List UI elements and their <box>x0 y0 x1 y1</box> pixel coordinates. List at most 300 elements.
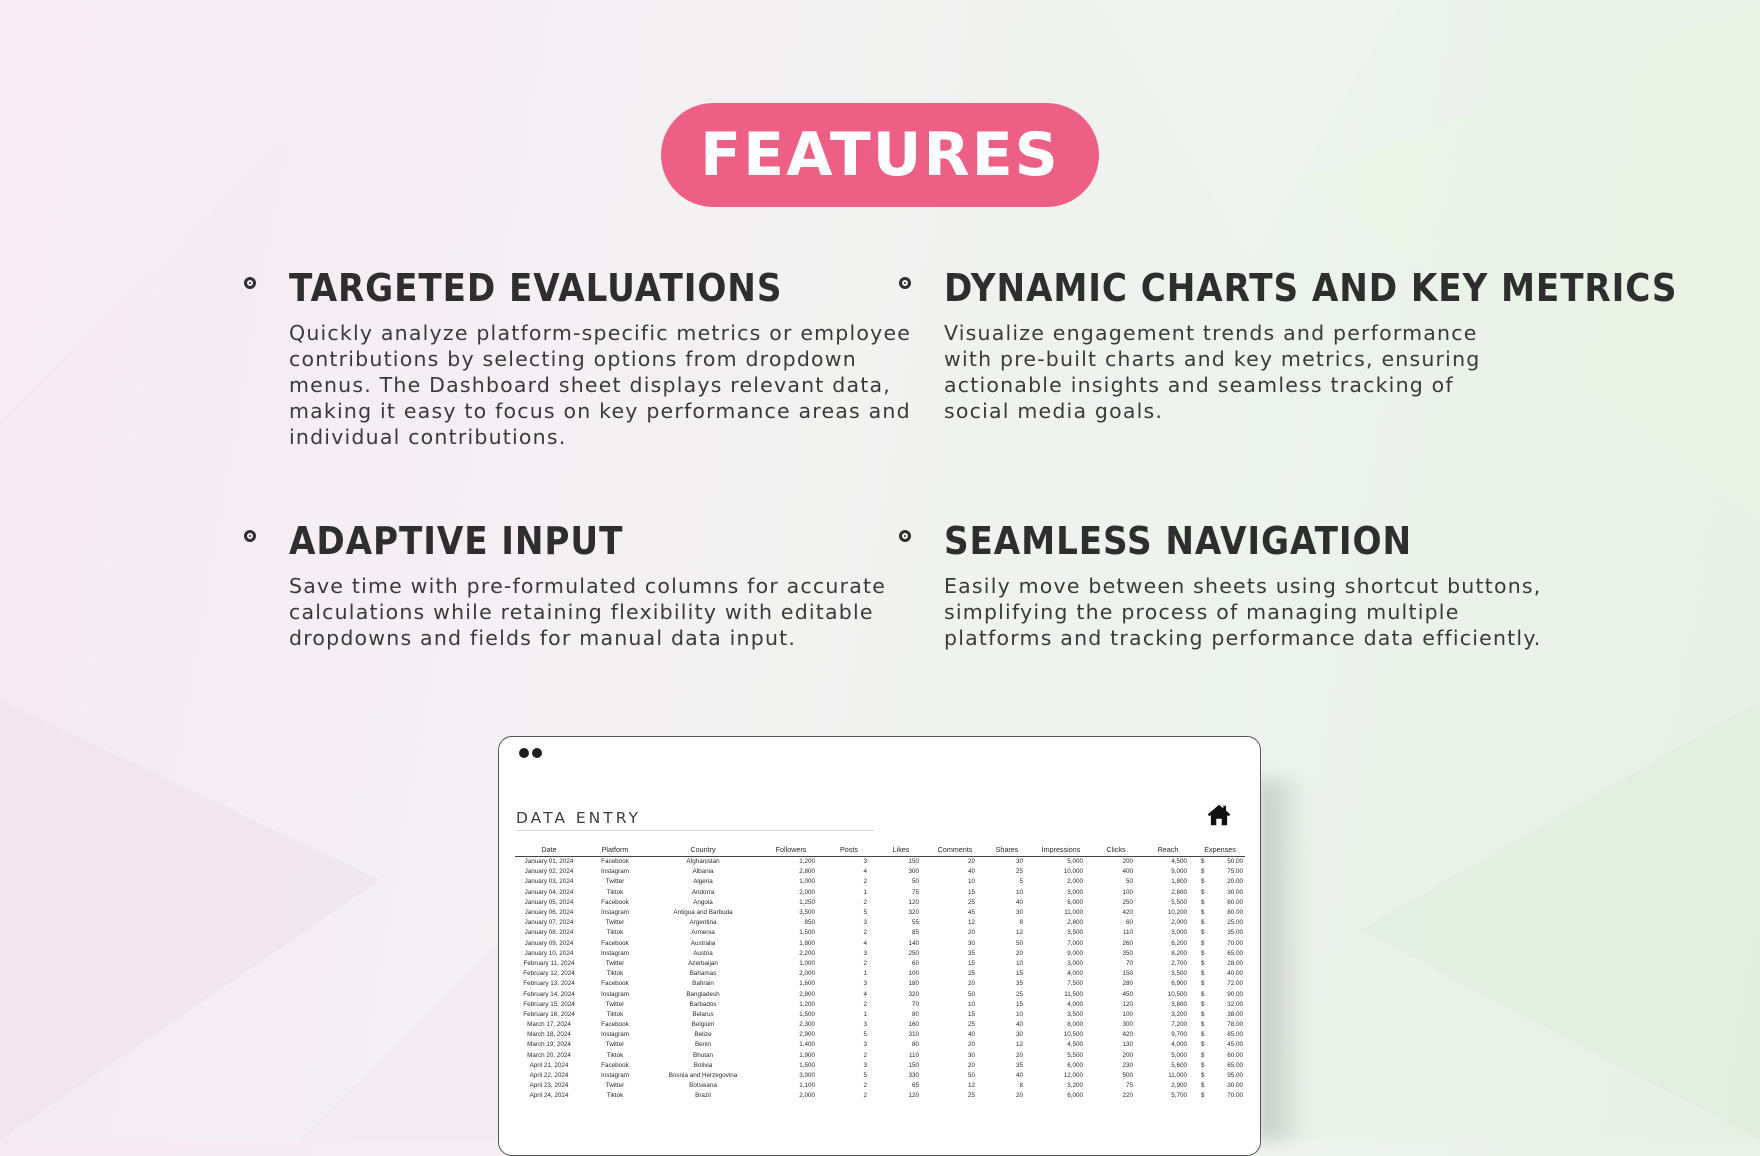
table-cell[interactable]: 2 <box>863 1082 867 1090</box>
table-cell[interactable]: 65.00 <box>1227 1061 1244 1069</box>
table-cell[interactable]: 3 <box>863 919 867 927</box>
column-header[interactable]: Impressions <box>1031 842 1091 857</box>
table-cell[interactable]: 3 <box>863 1021 867 1029</box>
table-cell[interactable]: 4,000 <box>1171 1041 1187 1049</box>
table-cell[interactable]: 150 <box>1122 970 1133 978</box>
table-cell[interactable]: 50.00 <box>1227 858 1244 866</box>
table-cell[interactable]: Facebook <box>601 939 629 947</box>
table-cell[interactable]: 1,500 <box>799 1061 815 1069</box>
table-cell[interactable]: 25 <box>967 1092 975 1100</box>
table-cell[interactable]: 280 <box>1122 980 1133 988</box>
table-cell[interactable]: 10,200 <box>1167 909 1187 917</box>
table-cell[interactable]: 30 <box>1015 1031 1023 1039</box>
column-header[interactable]: Date <box>515 842 583 857</box>
table-cell[interactable]: 2,000 <box>1067 878 1083 886</box>
table-cell[interactable]: 3,000 <box>1067 888 1083 896</box>
table-cell[interactable]: 4,500 <box>1067 1041 1083 1049</box>
table-cell[interactable]: Azerbaijan <box>688 959 718 967</box>
table-cell[interactable]: Instagram <box>601 868 629 876</box>
table-cell[interactable]: February 12, 2024 <box>523 970 575 978</box>
table-cell[interactable]: 85 <box>911 929 919 937</box>
table-cell[interactable]: 2 <box>863 959 867 967</box>
table-cell[interactable]: 30 <box>1015 858 1023 866</box>
table-cell[interactable]: 3,500 <box>1067 1010 1083 1018</box>
table-cell[interactable]: February 16, 2024 <box>523 1010 575 1018</box>
table-cell[interactable]: 90.00 <box>1227 990 1244 998</box>
table-cell[interactable]: 4,000 <box>1067 1000 1083 1008</box>
table-cell[interactable]: 1,000 <box>799 878 815 886</box>
table-cell[interactable]: 20 <box>967 858 975 866</box>
table-cell[interactable]: 12 <box>967 1082 975 1090</box>
table-cell[interactable]: 20 <box>967 1041 975 1049</box>
table-cell[interactable]: 5 <box>1019 878 1023 886</box>
table-cell[interactable]: 4 <box>863 868 867 876</box>
table-cell[interactable]: 15 <box>967 959 975 967</box>
table-cell[interactable]: January 03, 2024 <box>524 878 574 886</box>
window-dot-minimize[interactable] <box>532 748 542 758</box>
table-cell[interactable]: 2,700 <box>1171 959 1187 967</box>
home-icon[interactable] <box>1206 802 1232 828</box>
table-cell[interactable]: 5,600 <box>1171 1061 1187 1069</box>
table-cell[interactable]: 10 <box>1015 888 1023 896</box>
table-cell[interactable]: January 05, 2024 <box>524 898 574 906</box>
table-cell[interactable]: January 07, 2024 <box>524 919 574 927</box>
table-cell[interactable]: 2,000 <box>1171 919 1187 927</box>
table-cell[interactable]: Bhutan <box>693 1051 713 1059</box>
table-cell[interactable]: 60.00 <box>1227 898 1244 906</box>
table-cell[interactable]: 32.00 <box>1227 1000 1244 1008</box>
table-cell[interactable]: January 04, 2024 <box>524 888 574 896</box>
table-cell[interactable]: 4 <box>863 990 867 998</box>
table-cell[interactable]: 65 <box>911 1082 919 1090</box>
column-header[interactable]: Likes <box>875 842 927 857</box>
table-cell[interactable]: 300 <box>908 868 919 876</box>
table-cell[interactable]: 3,500 <box>1067 929 1083 937</box>
table-cell[interactable]: 1,800 <box>799 939 815 947</box>
table-cell[interactable]: 5,500 <box>1067 1051 1083 1059</box>
table-cell[interactable]: 9,000 <box>1171 868 1187 876</box>
table-cell[interactable]: 20 <box>967 929 975 937</box>
table-cell[interactable]: 80 <box>911 1041 919 1049</box>
table-cell[interactable]: March 19, 2024 <box>527 1041 571 1049</box>
table-cell[interactable]: Angola <box>693 898 713 906</box>
table-cell[interactable]: 2 <box>863 878 867 886</box>
column-header[interactable]: Country <box>647 842 759 857</box>
table-cell[interactable]: 30 <box>1015 909 1023 917</box>
table-cell[interactable]: 200 <box>1122 1051 1133 1059</box>
table-cell[interactable]: 4,000 <box>1067 970 1083 978</box>
column-header[interactable]: Followers <box>759 842 823 857</box>
table-cell[interactable]: 35 <box>1015 980 1023 988</box>
table-cell[interactable]: 11,000 <box>1168 1072 1187 1080</box>
table-cell[interactable]: 6,900 <box>1171 980 1187 988</box>
table-cell[interactable]: 5,000 <box>1067 858 1083 866</box>
table-cell[interactable]: 5,500 <box>1171 898 1187 906</box>
table-cell[interactable]: 12,000 <box>1063 1072 1083 1080</box>
table-cell[interactable]: 60.00 <box>1227 1051 1244 1059</box>
table-cell[interactable]: 78.00 <box>1227 1021 1244 1029</box>
table-cell[interactable]: 45 <box>967 909 975 917</box>
table-cell[interactable]: 38.00 <box>1227 1010 1244 1018</box>
table-cell[interactable]: 40 <box>1015 1021 1023 1029</box>
table-cell[interactable]: 5,000 <box>1171 1051 1187 1059</box>
table-cell[interactable]: 1,200 <box>799 858 815 866</box>
column-header[interactable]: Expenses <box>1195 842 1245 857</box>
table-cell[interactable]: Austria <box>693 949 713 957</box>
table-cell[interactable]: Brazil <box>695 1092 711 1100</box>
table-cell[interactable]: 10 <box>1015 959 1023 967</box>
table-cell[interactable]: 10,500 <box>1063 1031 1083 1039</box>
table-cell[interactable]: 25 <box>967 970 975 978</box>
table-cell[interactable]: 9,000 <box>1067 949 1083 957</box>
table-cell[interactable]: 10 <box>1015 1010 1023 1018</box>
table-cell[interactable]: Argentina <box>689 919 717 927</box>
table-cell[interactable]: 45.00 <box>1227 1041 1244 1049</box>
table-cell[interactable]: Algeria <box>693 878 713 886</box>
table-cell[interactable]: 3,500 <box>799 909 815 917</box>
table-cell[interactable]: 1 <box>863 1010 867 1018</box>
table-cell[interactable]: 310 <box>908 1031 919 1039</box>
table-cell[interactable]: 1,600 <box>799 980 815 988</box>
table-cell[interactable]: 230 <box>1122 1061 1133 1069</box>
table-cell[interactable]: 180 <box>908 980 919 988</box>
table-cell[interactable]: Instagram <box>601 1031 629 1039</box>
table-cell[interactable]: 20 <box>1015 1092 1023 1100</box>
table-cell[interactable]: 3,200 <box>1067 1082 1083 1090</box>
table-cell[interactable]: 11,500 <box>1064 990 1083 998</box>
table-cell[interactable]: 30 <box>967 939 975 947</box>
table-cell[interactable]: 40 <box>1015 898 1023 906</box>
table-cell[interactable]: 85.00 <box>1227 1031 1244 1039</box>
table-cell[interactable]: 320 <box>908 909 919 917</box>
table-cell[interactable]: 3 <box>863 858 867 866</box>
table-cell[interactable]: 1 <box>863 970 867 978</box>
table-cell[interactable]: 2,000 <box>799 888 815 896</box>
table-cell[interactable]: Botswana <box>689 1082 717 1090</box>
table-cell[interactable]: 2,800 <box>799 868 815 876</box>
table-cell[interactable]: 330 <box>908 1072 919 1080</box>
table-cell[interactable]: 8,200 <box>1171 949 1187 957</box>
table-cell[interactable]: 110 <box>1122 929 1133 937</box>
table-cell[interactable]: 75 <box>1125 1082 1133 1090</box>
table-cell[interactable]: April 21, 2024 <box>529 1061 569 1069</box>
table-cell[interactable]: Facebook <box>601 1061 629 1069</box>
table-cell[interactable]: 140 <box>908 939 919 947</box>
table-cell[interactable]: Armenia <box>691 929 715 937</box>
column-header[interactable]: Clicks <box>1091 842 1141 857</box>
table-cell[interactable]: Tiktok <box>606 888 624 896</box>
table-cell[interactable]: 120 <box>908 898 919 906</box>
table-cell[interactable]: Afghanistan <box>686 858 720 866</box>
table-cell[interactable]: Barbados <box>689 1000 717 1008</box>
table-cell[interactable]: 150 <box>908 858 919 866</box>
table-cell[interactable]: 130 <box>1122 1041 1133 1049</box>
table-cell[interactable]: Antigua and Barbuda <box>673 909 733 917</box>
table-cell[interactable]: 150 <box>908 1061 919 1069</box>
table-cell[interactable]: 220 <box>1122 1092 1133 1100</box>
table-cell[interactable]: 40 <box>967 1031 975 1039</box>
table-cell[interactable]: 6,000 <box>1067 1092 1083 1100</box>
table-cell[interactable]: Instagram <box>601 949 629 957</box>
table-cell[interactable]: 70 <box>911 1000 919 1008</box>
table-cell[interactable]: 40.00 <box>1227 970 1244 978</box>
table-cell[interactable]: 20 <box>1015 949 1023 957</box>
table-cell[interactable]: January 01, 2024 <box>524 858 574 866</box>
table-cell[interactable]: February 13, 2024 <box>523 980 575 988</box>
table-cell[interactable]: February 15, 2024 <box>523 1000 575 1008</box>
table-cell[interactable]: 2,900 <box>1171 1082 1187 1090</box>
table-cell[interactable]: 80 <box>911 1010 919 1018</box>
table-cell[interactable]: 35.00 <box>1227 929 1244 937</box>
table-cell[interactable]: 4 <box>863 939 867 947</box>
table-cell[interactable]: 70.00 <box>1227 939 1244 947</box>
table-cell[interactable]: 9,700 <box>1171 1031 1187 1039</box>
table-cell[interactable]: 3,000 <box>799 1072 815 1080</box>
table-cell[interactable]: 1,800 <box>1171 878 1187 886</box>
table-cell[interactable]: 320 <box>908 990 919 998</box>
table-cell[interactable]: 5 <box>863 909 867 917</box>
table-cell[interactable]: 10 <box>967 1000 975 1008</box>
table-cell[interactable]: 15 <box>1015 970 1023 978</box>
table-cell[interactable]: 72.00 <box>1227 980 1244 988</box>
table-cell[interactable]: 7,200 <box>1171 1021 1187 1029</box>
table-cell[interactable]: Facebook <box>601 858 629 866</box>
table-cell[interactable]: 250 <box>1122 898 1133 906</box>
table-cell[interactable]: January 02, 2024 <box>524 868 574 876</box>
table-cell[interactable]: 260 <box>1122 939 1133 947</box>
table-cell[interactable]: 8 <box>1019 1082 1023 1090</box>
table-cell[interactable]: Instagram <box>601 909 629 917</box>
table-cell[interactable]: 2,300 <box>799 1021 815 1029</box>
table-cell[interactable]: Twitter <box>605 878 625 886</box>
table-cell[interactable]: 100 <box>1122 1010 1133 1018</box>
table-cell[interactable]: 1,500 <box>799 1010 815 1018</box>
table-cell[interactable]: 500 <box>1122 1072 1133 1080</box>
table-cell[interactable]: 5 <box>863 1031 867 1039</box>
table-cell[interactable]: 2 <box>863 929 867 937</box>
table-cell[interactable]: 120 <box>1122 1000 1133 1008</box>
table-cell[interactable]: 6,000 <box>1067 1061 1083 1069</box>
table-cell[interactable]: Belgium <box>691 1021 715 1029</box>
table-cell[interactable]: 3 <box>863 1041 867 1049</box>
table-cell[interactable]: 25.00 <box>1227 919 1244 927</box>
table-cell[interactable]: Tiktok <box>606 1092 624 1100</box>
table-cell[interactable]: Australia <box>690 939 716 947</box>
table-cell[interactable]: 40 <box>967 868 975 876</box>
table-cell[interactable]: 8,000 <box>1067 1021 1083 1029</box>
table-cell[interactable]: 15 <box>967 888 975 896</box>
table-cell[interactable]: 2,000 <box>799 1092 815 1100</box>
table-cell[interactable]: Albania <box>692 868 714 876</box>
column-header[interactable]: Platform <box>583 842 647 857</box>
table-cell[interactable]: 2 <box>863 898 867 906</box>
table-cell[interactable]: 95.00 <box>1227 1072 1244 1080</box>
table-cell[interactable]: 3,500 <box>1171 970 1187 978</box>
table-cell[interactable]: Bolivia <box>693 1061 713 1069</box>
table-cell[interactable]: Twitter <box>605 1000 625 1008</box>
column-header[interactable]: Reach <box>1141 842 1195 857</box>
table-cell[interactable]: 6,200 <box>1171 939 1187 947</box>
table-cell[interactable]: Twitter <box>605 1082 625 1090</box>
table-cell[interactable]: Tiktok <box>606 1010 624 1018</box>
table-cell[interactable]: Facebook <box>601 898 629 906</box>
table-cell[interactable]: 1,900 <box>799 1051 815 1059</box>
table-cell[interactable]: 420 <box>1122 1031 1133 1039</box>
table-cell[interactable]: 75.00 <box>1227 868 1244 876</box>
table-cell[interactable]: 2,800 <box>799 990 815 998</box>
table-cell[interactable]: 1,200 <box>799 1000 815 1008</box>
table-cell[interactable]: 3 <box>863 980 867 988</box>
table-cell[interactable]: 20 <box>1015 1051 1023 1059</box>
table-cell[interactable]: 5 <box>863 1072 867 1080</box>
table-cell[interactable]: Tiktok <box>606 929 624 937</box>
table-cell[interactable]: 10,500 <box>1167 990 1187 998</box>
table-cell[interactable]: 5,700 <box>1171 1092 1187 1100</box>
table-cell[interactable]: Belize <box>694 1031 712 1039</box>
table-cell[interactable]: 850 <box>804 919 815 927</box>
table-cell[interactable]: 15 <box>967 1010 975 1018</box>
table-cell[interactable]: 25 <box>1015 868 1023 876</box>
table-cell[interactable]: March 18, 2024 <box>527 1031 571 1039</box>
table-cell[interactable]: 2,200 <box>799 949 815 957</box>
table-cell[interactable]: 2,800 <box>1171 888 1187 896</box>
table-cell[interactable]: 120 <box>908 1092 919 1100</box>
table-cell[interactable]: 20 <box>967 1061 975 1069</box>
table-cell[interactable]: 1,000 <box>799 959 815 967</box>
table-cell[interactable]: 7,000 <box>1067 939 1083 947</box>
table-cell[interactable]: 450 <box>1122 990 1133 998</box>
table-cell[interactable]: Tiktok <box>606 1051 624 1059</box>
table-cell[interactable]: 35 <box>967 949 975 957</box>
table-cell[interactable]: February 14, 2024 <box>523 990 575 998</box>
table-cell[interactable]: 50 <box>911 878 919 886</box>
table-cell[interactable]: Benin <box>694 1041 712 1049</box>
table-cell[interactable]: Instagram <box>601 1072 629 1080</box>
table-cell[interactable]: Twitter <box>605 959 625 967</box>
table-cell[interactable]: Tiktok <box>606 970 624 978</box>
table-cell[interactable]: April 22, 2024 <box>529 1072 569 1080</box>
table-cell[interactable]: April 24, 2024 <box>529 1092 569 1100</box>
column-header[interactable]: Comments <box>927 842 983 857</box>
table-cell[interactable]: 11,000 <box>1064 909 1083 917</box>
table-cell[interactable]: 4,500 <box>1171 858 1187 866</box>
table-cell[interactable]: 70.00 <box>1227 1092 1244 1100</box>
table-cell[interactable]: 65.00 <box>1227 949 1244 957</box>
table-cell[interactable]: 60 <box>911 959 919 967</box>
table-cell[interactable]: 100 <box>1122 888 1133 896</box>
table-cell[interactable]: 2 <box>863 1000 867 1008</box>
table-cell[interactable]: 50 <box>967 990 975 998</box>
table-cell[interactable]: 1 <box>863 888 867 896</box>
table-cell[interactable]: 1,400 <box>799 1041 815 1049</box>
column-header[interactable]: Posts <box>823 842 875 857</box>
table-cell[interactable]: 80.00 <box>1227 909 1244 917</box>
table-cell[interactable]: 1,500 <box>799 929 815 937</box>
table-cell[interactable]: 40 <box>1015 1072 1023 1080</box>
table-cell[interactable]: January 06, 2024 <box>524 909 574 917</box>
table-cell[interactable]: 2,800 <box>1067 919 1083 927</box>
table-cell[interactable]: 50 <box>967 1072 975 1080</box>
table-cell[interactable]: 3,200 <box>1171 1010 1187 1018</box>
table-cell[interactable]: 20 <box>967 980 975 988</box>
table-cell[interactable]: 7,500 <box>1067 980 1083 988</box>
table-cell[interactable]: Twitter <box>605 919 625 927</box>
table-cell[interactable]: 12 <box>1015 1041 1023 1049</box>
table-cell[interactable]: 110 <box>908 1051 919 1059</box>
table-cell[interactable]: 3 <box>863 1061 867 1069</box>
table-cell[interactable]: 50 <box>1125 878 1133 886</box>
table-cell[interactable]: 55 <box>911 919 919 927</box>
table-cell[interactable]: Facebook <box>601 1021 629 1029</box>
table-cell[interactable]: 10 <box>967 878 975 886</box>
table-cell[interactable]: January 09, 2024 <box>524 939 574 947</box>
table-cell[interactable]: 3,000 <box>1171 929 1187 937</box>
table-cell[interactable]: 350 <box>1122 949 1133 957</box>
column-header[interactable]: Shares <box>983 842 1031 857</box>
table-cell[interactable]: 25 <box>967 1021 975 1029</box>
table-cell[interactable]: 400 <box>1122 868 1133 876</box>
window-dot-close[interactable] <box>519 748 529 758</box>
table-cell[interactable]: 200 <box>1122 858 1133 866</box>
table-cell[interactable]: 2,000 <box>799 970 815 978</box>
table-cell[interactable]: 30 <box>967 1051 975 1059</box>
table-cell[interactable]: 12 <box>1015 929 1023 937</box>
table-cell[interactable]: 6,000 <box>1067 898 1083 906</box>
table-cell[interactable]: April 23, 2024 <box>529 1082 569 1090</box>
table-cell[interactable]: 20.00 <box>1227 878 1244 886</box>
table-cell[interactable]: Bangladesh <box>686 990 720 998</box>
table-cell[interactable]: January 10, 2024 <box>524 949 574 957</box>
table-cell[interactable]: 70 <box>1125 959 1133 967</box>
table-cell[interactable]: 420 <box>1122 909 1133 917</box>
table-cell[interactable]: 12 <box>967 919 975 927</box>
table-cell[interactable]: 50 <box>1015 939 1023 947</box>
table-cell[interactable]: Bahrain <box>692 980 714 988</box>
table-cell[interactable]: 30.00 <box>1227 888 1244 896</box>
table-cell[interactable]: Bahamas <box>689 970 717 978</box>
table-cell[interactable]: Instagram <box>601 990 629 998</box>
table-cell[interactable]: 2 <box>863 1051 867 1059</box>
table-cell[interactable]: 35 <box>1015 1061 1023 1069</box>
table-cell[interactable]: 3,800 <box>1171 1000 1187 1008</box>
table-cell[interactable]: 60 <box>1125 919 1133 927</box>
table-cell[interactable]: 1,100 <box>799 1082 815 1090</box>
table-cell[interactable]: 3 <box>863 949 867 957</box>
table-cell[interactable]: January 08, 2024 <box>524 929 574 937</box>
table-cell[interactable]: March 20, 2024 <box>527 1051 571 1059</box>
table-cell[interactable]: Facebook <box>601 980 629 988</box>
table-cell[interactable]: 25 <box>1015 990 1023 998</box>
table-cell[interactable]: Andorra <box>691 888 715 896</box>
table-cell[interactable]: 8 <box>1019 919 1023 927</box>
table-cell[interactable]: 1,250 <box>799 898 815 906</box>
table-cell[interactable]: 25 <box>967 898 975 906</box>
table-cell[interactable]: 100 <box>908 970 919 978</box>
table-cell[interactable]: 250 <box>908 949 919 957</box>
table-cell[interactable]: 15 <box>1015 1000 1023 1008</box>
table-cell[interactable]: Twitter <box>605 1041 625 1049</box>
table-cell[interactable]: 2,900 <box>799 1031 815 1039</box>
table-cell[interactable]: 75 <box>911 888 919 896</box>
table-cell[interactable]: 160 <box>908 1021 919 1029</box>
table-cell[interactable]: Bosnia and Herzegovina <box>668 1072 738 1080</box>
table-cell[interactable]: 10,000 <box>1063 868 1083 876</box>
table-cell[interactable]: 300 <box>1122 1021 1133 1029</box>
table-cell[interactable]: 2 <box>863 1092 867 1100</box>
table-cell[interactable]: Belarus <box>692 1010 714 1018</box>
table-cell[interactable]: March 17, 2024 <box>527 1021 571 1029</box>
table-cell[interactable]: February 11, 2024 <box>523 959 575 967</box>
